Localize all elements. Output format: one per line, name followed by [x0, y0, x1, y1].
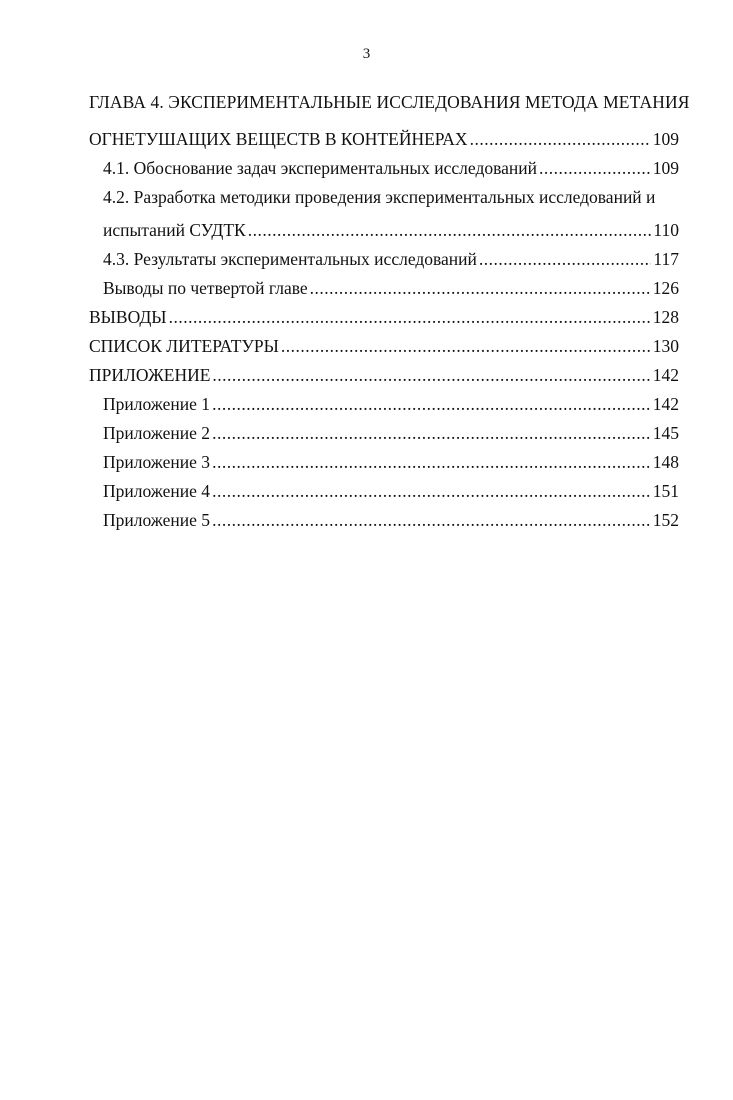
toc-entry-title: Приложение 3: [103, 452, 211, 472]
dot-leader: [539, 154, 651, 183]
toc-page-number: 109: [652, 129, 679, 149]
toc-line: [89, 332, 679, 361]
dot-leader: [281, 332, 651, 361]
toc-entry-title: ПРИЛОЖЕНИЕ: [89, 365, 211, 385]
table-of-contents: [89, 88, 690, 535]
toc-line: [89, 506, 679, 535]
dot-leader: [310, 274, 651, 303]
toc-entry-title: Приложение 2: [103, 423, 211, 443]
toc-entry-title: 4.3. Результаты экспериментальных исследований: [103, 249, 477, 269]
toc-line: [89, 245, 679, 274]
toc-page-number: 142: [652, 365, 679, 385]
toc-entry-section-4-3[interactable]: [89, 245, 679, 274]
toc-line: [89, 183, 679, 212]
toc-entry-conclusions-chapter-4[interactable]: [89, 274, 679, 303]
toc-entry-appendix-3[interactable]: [89, 448, 679, 477]
toc-line: [89, 216, 679, 245]
toc-entry-appendix-4[interactable]: [89, 477, 679, 506]
toc-entry-references[interactable]: [89, 332, 679, 361]
toc-line: [89, 419, 679, 448]
toc-entry-appendix-1[interactable]: [89, 390, 679, 419]
toc-line: [89, 125, 679, 154]
toc-entry-title-line2: испытаний СУДТК: [103, 220, 246, 240]
toc-line: [89, 448, 679, 477]
dot-leader: [479, 245, 651, 274]
toc-line: [89, 274, 679, 303]
toc-entry-title: Приложение 5: [103, 510, 211, 530]
toc-page-number: 109: [652, 158, 679, 178]
dot-leader: [212, 419, 651, 448]
toc-entry-title: ВЫВОДЫ: [89, 307, 167, 327]
toc-entry-appendix-5[interactable]: [89, 506, 679, 535]
toc-entry-title-line2: ОГНЕТУШАЩИХ ВЕЩЕСТВ В КОНТЕЙНЕРАХ: [89, 129, 468, 149]
toc-page-number: 148: [652, 452, 679, 472]
dot-leader: [212, 448, 651, 477]
toc-page-number: 145: [652, 423, 679, 443]
toc-entry-title: Выводы по четвертой главе: [103, 278, 308, 298]
toc-page-number: 128: [652, 307, 679, 327]
toc-entry-title: Приложение 4: [103, 481, 211, 501]
toc-entry-title-line1: ГЛАВА 4. ЭКСПЕРИМЕНТАЛЬНЫЕ ИССЛЕДОВАНИЯ МЕТОДА МЕТАНИЯ: [89, 92, 690, 112]
toc-line: [89, 154, 679, 183]
toc-entry-title: Приложение 1: [103, 394, 211, 414]
spacer: [89, 117, 679, 125]
dot-leader: [248, 216, 652, 245]
toc-entry-chapter-4[interactable]: [89, 88, 690, 154]
dot-leader: [212, 506, 651, 535]
toc-page-number: 152: [652, 510, 679, 530]
dot-leader: [470, 125, 651, 154]
toc-entry-appendix[interactable]: [89, 361, 679, 390]
toc-entry-section-4-2[interactable]: [89, 183, 679, 245]
dot-leader: [212, 477, 651, 506]
toc-page-number: 151: [652, 481, 679, 501]
toc-page-number: 117: [653, 249, 679, 269]
toc-page-number: 130: [652, 336, 679, 356]
toc-entry-title: 4.1. Обоснование задач экспериментальных исследований: [103, 158, 537, 178]
toc-entry-appendix-2[interactable]: [89, 419, 679, 448]
toc-entry-title: СПИСОК ЛИТЕРАТУРЫ: [89, 336, 279, 356]
toc-line: [89, 88, 690, 117]
page-number: 3: [362, 46, 371, 62]
toc-line: [89, 303, 679, 332]
toc-page-number: 126: [652, 278, 679, 298]
toc-page-number: 110: [653, 220, 679, 240]
toc-line: [89, 390, 679, 419]
toc-entry-section-4-1[interactable]: [89, 154, 679, 183]
toc-entry-title-line1: 4.2. Разработка методики проведения экспериментальных исследований и: [103, 187, 656, 207]
dot-leader: [212, 361, 650, 390]
toc-entry-conclusions[interactable]: [89, 303, 679, 332]
dot-leader: [169, 303, 651, 332]
dot-leader: [212, 390, 651, 419]
toc-line: [89, 477, 679, 506]
toc-line: [89, 361, 679, 390]
toc-page-number: 142: [652, 394, 679, 414]
